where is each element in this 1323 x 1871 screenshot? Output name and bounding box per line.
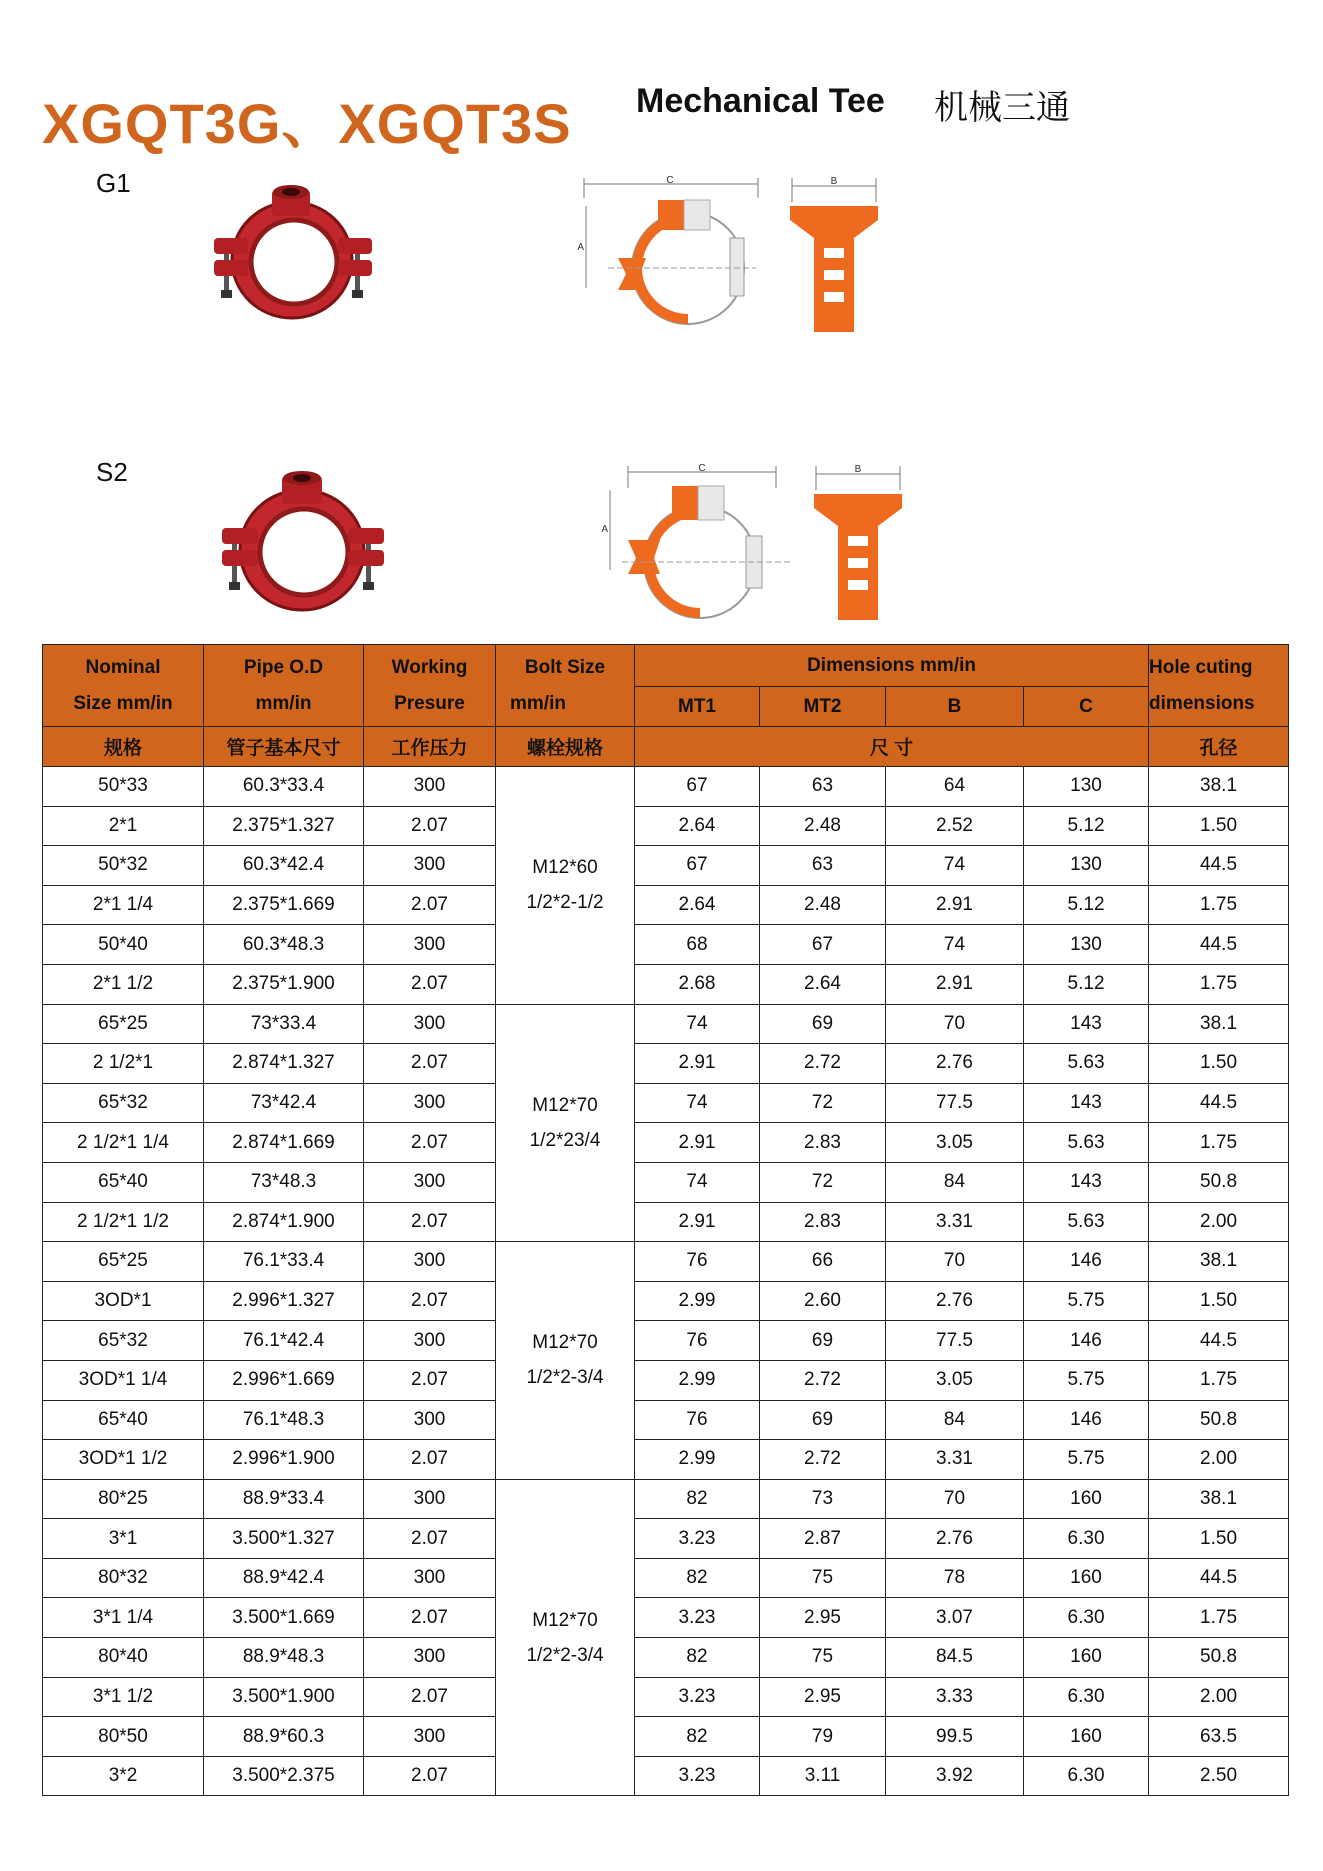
cell-c: 143 <box>1024 1162 1149 1202</box>
cell-nominal-size: 50*33 <box>43 767 204 807</box>
cell-nominal-size: 2 1/2*1 1/2 <box>43 1202 204 1242</box>
cell-hole-diameter: 2.50 <box>1149 1756 1289 1796</box>
header-cn-bolt: 螺栓规格 <box>496 727 635 767</box>
cell-working-pressure: 2.07 <box>364 1123 496 1163</box>
header-pipe-od: Pipe O.D mm/in <box>204 645 364 727</box>
cell-b: 70 <box>886 1479 1024 1519</box>
cell-b: 64 <box>886 767 1024 807</box>
cell-nominal-size: 65*32 <box>43 1321 204 1361</box>
table-row <box>43 1083 1289 1123</box>
cell-pipe-od: 88.9*42.4 <box>204 1558 364 1598</box>
cell-working-pressure: 300 <box>364 1717 496 1757</box>
cell-c: 130 <box>1024 846 1149 886</box>
bolt-size-line: M12*60 <box>532 857 598 879</box>
cell-hole-diameter: 63.5 <box>1149 1717 1289 1757</box>
cell-mt2: 69 <box>760 1004 886 1044</box>
cell-working-pressure: 2.07 <box>364 806 496 846</box>
cell-hole-diameter: 50.8 <box>1149 1162 1289 1202</box>
dim-label-c: C <box>666 175 674 186</box>
cell-b: 2.76 <box>886 1519 1024 1559</box>
cell-mt2: 2.72 <box>760 1440 886 1480</box>
cell-mt2: 75 <box>760 1638 886 1678</box>
header-cn-dimensions: 尺 寸 <box>635 727 1149 767</box>
cell-mt2: 2.95 <box>760 1677 886 1717</box>
cell-mt1: 2.91 <box>635 1123 760 1163</box>
cell-mt2: 2.48 <box>760 806 886 846</box>
cell-pipe-od: 2.996*1.327 <box>204 1281 364 1321</box>
cell-working-pressure: 300 <box>364 767 496 807</box>
table-row <box>43 1400 1289 1440</box>
cell-mt2: 66 <box>760 1242 886 1282</box>
table-row <box>43 1281 1289 1321</box>
dim-label-a: A <box>601 524 608 535</box>
header-mt1: MT1 <box>635 687 760 727</box>
cell-hole-diameter: 1.50 <box>1149 1519 1289 1559</box>
dim-label-a: A <box>577 242 584 253</box>
cell-pipe-od: 76.1*48.3 <box>204 1400 364 1440</box>
header-cn-size: 规格 <box>43 727 204 767</box>
table-row <box>43 1638 1289 1678</box>
cell-c: 146 <box>1024 1400 1149 1440</box>
cell-c: 6.30 <box>1024 1519 1149 1559</box>
cell-mt2: 2.83 <box>760 1123 886 1163</box>
cell-nominal-size: 50*40 <box>43 925 204 965</box>
cell-mt2: 2.87 <box>760 1519 886 1559</box>
cell-b: 3.92 <box>886 1756 1024 1796</box>
cell-mt2: 2.95 <box>760 1598 886 1638</box>
cell-b: 70 <box>886 1242 1024 1282</box>
cell-c: 160 <box>1024 1558 1149 1598</box>
cell-mt2: 2.60 <box>760 1281 886 1321</box>
cell-pipe-od: 73*48.3 <box>204 1162 364 1202</box>
cell-nominal-size: 2 1/2*1 1/4 <box>43 1123 204 1163</box>
cell-c: 160 <box>1024 1479 1149 1519</box>
cell-nominal-size: 65*32 <box>43 1083 204 1123</box>
cell-mt1: 2.91 <box>635 1202 760 1242</box>
dimension-drawing-front-g1 <box>577 175 768 338</box>
header-nominal-size: Nominal Size mm/in <box>43 645 204 727</box>
cell-b: 3.31 <box>886 1440 1024 1480</box>
cell-mt1: 82 <box>635 1638 760 1678</box>
cell-nominal-size: 2*1 1/2 <box>43 964 204 1004</box>
cell-pipe-od: 2.874*1.669 <box>204 1123 364 1163</box>
cell-mt1: 82 <box>635 1479 760 1519</box>
cell-c: 143 <box>1024 1004 1149 1044</box>
cell-c: 6.30 <box>1024 1598 1149 1638</box>
dim-label-b: B <box>830 176 838 187</box>
cell-nominal-size: 3OD*1 1/2 <box>43 1440 204 1480</box>
cell-b: 3.07 <box>886 1598 1024 1638</box>
cell-b: 3.33 <box>886 1677 1024 1717</box>
cell-c: 5.75 <box>1024 1281 1149 1321</box>
table-row <box>43 1479 1289 1519</box>
spec-table <box>42 644 1289 1796</box>
cell-nominal-size: 65*25 <box>43 1242 204 1282</box>
cell-c: 143 <box>1024 1083 1149 1123</box>
cell-mt2: 3.11 <box>760 1756 886 1796</box>
cell-hole-diameter: 44.5 <box>1149 846 1289 886</box>
cell-pipe-od: 3.500*1.900 <box>204 1677 364 1717</box>
cell-c: 6.30 <box>1024 1677 1149 1717</box>
cell-pipe-od: 88.9*48.3 <box>204 1638 364 1678</box>
cell-hole-diameter: 44.5 <box>1149 925 1289 965</box>
cell-hole-diameter: 1.75 <box>1149 1360 1289 1400</box>
cell-c: 146 <box>1024 1242 1149 1282</box>
cell-pipe-od: 2.375*1.327 <box>204 806 364 846</box>
header-cn-hole: 孔径 <box>1149 727 1289 767</box>
cell-hole-diameter: 1.50 <box>1149 1281 1289 1321</box>
cell-hole-diameter: 50.8 <box>1149 1400 1289 1440</box>
cell-nominal-size: 50*32 <box>43 846 204 886</box>
cell-working-pressure: 300 <box>364 1558 496 1598</box>
cell-working-pressure: 2.07 <box>364 1519 496 1559</box>
cell-working-pressure: 2.07 <box>364 1756 496 1796</box>
cell-b: 84 <box>886 1400 1024 1440</box>
product-name-en: Mechanical Tee <box>636 82 885 120</box>
cell-mt1: 76 <box>635 1400 760 1440</box>
cell-working-pressure: 2.07 <box>364 1677 496 1717</box>
cell-c: 146 <box>1024 1321 1149 1361</box>
cell-mt2: 2.83 <box>760 1202 886 1242</box>
cell-c: 160 <box>1024 1638 1149 1678</box>
cell-c: 130 <box>1024 925 1149 965</box>
table-row <box>43 1162 1289 1202</box>
cell-working-pressure: 300 <box>364 925 496 965</box>
header-cn-pipe: 管子基本尺寸 <box>204 727 364 767</box>
cell-b: 3.05 <box>886 1123 1024 1163</box>
cell-hole-diameter: 2.00 <box>1149 1202 1289 1242</box>
cell-b: 84 <box>886 1162 1024 1202</box>
cell-hole-diameter: 1.75 <box>1149 885 1289 925</box>
cell-mt1: 2.91 <box>635 1044 760 1084</box>
cell-nominal-size: 2*1 1/4 <box>43 885 204 925</box>
cell-b: 2.91 <box>886 964 1024 1004</box>
cell-bolt-size <box>496 1242 635 1480</box>
cell-c: 5.63 <box>1024 1202 1149 1242</box>
cell-mt1: 3.23 <box>635 1756 760 1796</box>
cell-c: 160 <box>1024 1717 1149 1757</box>
cell-hole-diameter: 2.00 <box>1149 1677 1289 1717</box>
cell-mt2: 63 <box>760 846 886 886</box>
cell-nominal-size: 65*25 <box>43 1004 204 1044</box>
header-bolt-size: Bolt Size mm/in <box>496 645 635 727</box>
cell-mt1: 82 <box>635 1558 760 1598</box>
cell-nominal-size: 3*1 1/2 <box>43 1677 204 1717</box>
cell-working-pressure: 300 <box>364 1162 496 1202</box>
cell-nominal-size: 80*32 <box>43 1558 204 1598</box>
cell-hole-diameter: 44.5 <box>1149 1083 1289 1123</box>
cell-mt1: 67 <box>635 767 760 807</box>
cell-mt2: 2.72 <box>760 1360 886 1400</box>
dim-label-b: B <box>854 464 862 475</box>
cell-mt1: 76 <box>635 1242 760 1282</box>
table-row <box>43 1321 1289 1361</box>
cell-mt1: 82 <box>635 1717 760 1757</box>
cell-nominal-size: 3OD*1 <box>43 1281 204 1321</box>
cell-hole-diameter: 44.5 <box>1149 1321 1289 1361</box>
cell-mt1: 74 <box>635 1083 760 1123</box>
table-row <box>43 1242 1289 1282</box>
cell-working-pressure: 300 <box>364 1400 496 1440</box>
dimension-drawing-side-s2 <box>808 466 908 626</box>
cell-b: 74 <box>886 846 1024 886</box>
cell-b: 77.5 <box>886 1083 1024 1123</box>
cell-mt1: 2.99 <box>635 1440 760 1480</box>
cell-working-pressure: 300 <box>364 1321 496 1361</box>
cell-mt1: 74 <box>635 1004 760 1044</box>
cell-pipe-od: 60.3*42.4 <box>204 846 364 886</box>
cell-b: 2.91 <box>886 885 1024 925</box>
header-dimensions: Dimensions mm/in <box>635 645 1149 687</box>
cell-working-pressure: 2.07 <box>364 885 496 925</box>
cell-mt2: 2.64 <box>760 964 886 1004</box>
cell-b: 84.5 <box>886 1638 1024 1678</box>
cell-nominal-size: 3OD*1 1/4 <box>43 1360 204 1400</box>
variant-label-s2: S2 <box>96 457 128 487</box>
cell-b: 3.05 <box>886 1360 1024 1400</box>
spec-table-body <box>43 767 1289 1796</box>
cell-nominal-size: 80*40 <box>43 1638 204 1678</box>
table-row <box>43 1519 1289 1559</box>
cell-mt1: 2.99 <box>635 1281 760 1321</box>
cell-nominal-size: 65*40 <box>43 1162 204 1202</box>
cell-hole-diameter: 1.75 <box>1149 1123 1289 1163</box>
cell-pipe-od: 60.3*48.3 <box>204 925 364 965</box>
bolt-size-line: 1/2*2-3/4 <box>526 1367 604 1389</box>
cell-working-pressure: 300 <box>364 1479 496 1519</box>
cell-pipe-od: 73*42.4 <box>204 1083 364 1123</box>
cell-b: 78 <box>886 1558 1024 1598</box>
table-row <box>43 767 1289 807</box>
cell-working-pressure: 2.07 <box>364 964 496 1004</box>
bolt-size-line: 1/2*2-3/4 <box>526 1644 604 1666</box>
cell-hole-diameter: 1.75 <box>1149 1598 1289 1638</box>
cell-pipe-od: 3.500*1.669 <box>204 1598 364 1638</box>
table-row <box>43 1360 1289 1400</box>
cell-mt2: 67 <box>760 925 886 965</box>
cell-c: 6.30 <box>1024 1756 1149 1796</box>
cell-c: 5.63 <box>1024 1044 1149 1084</box>
cell-working-pressure: 2.07 <box>364 1360 496 1400</box>
cell-nominal-size: 3*1 <box>43 1519 204 1559</box>
table-row <box>43 885 1289 925</box>
cell-working-pressure: 300 <box>364 1004 496 1044</box>
cell-b: 3.31 <box>886 1202 1024 1242</box>
cell-pipe-od: 2.375*1.669 <box>204 885 364 925</box>
cell-bolt-size <box>496 1479 635 1796</box>
cell-nominal-size: 3*1 1/4 <box>43 1598 204 1638</box>
bolt-size-line: M12*70 <box>532 1332 598 1354</box>
cell-pipe-od: 3.500*1.327 <box>204 1519 364 1559</box>
table-row <box>43 846 1289 886</box>
cell-b: 2.76 <box>886 1281 1024 1321</box>
product-photo-g1 <box>210 180 380 330</box>
cell-nominal-size: 80*50 <box>43 1717 204 1757</box>
cell-working-pressure: 2.07 <box>364 1281 496 1321</box>
cell-hole-diameter: 1.50 <box>1149 806 1289 846</box>
cell-b: 2.76 <box>886 1044 1024 1084</box>
cell-pipe-od: 2.996*1.669 <box>204 1360 364 1400</box>
dimension-drawing-front-s2 <box>601 463 802 626</box>
cell-b: 77.5 <box>886 1321 1024 1361</box>
cell-mt2: 63 <box>760 767 886 807</box>
cell-mt2: 2.72 <box>760 1044 886 1084</box>
table-row <box>43 1440 1289 1480</box>
product-name-cn: 机械三通 <box>934 89 1070 127</box>
cell-mt1: 2.68 <box>635 964 760 1004</box>
cell-pipe-od: 76.1*42.4 <box>204 1321 364 1361</box>
cell-mt2: 69 <box>760 1400 886 1440</box>
header-c: C <box>1024 687 1149 727</box>
cell-mt2: 72 <box>760 1162 886 1202</box>
cell-pipe-od: 2.874*1.900 <box>204 1202 364 1242</box>
header-mt2: MT2 <box>760 687 886 727</box>
table-row <box>43 1558 1289 1598</box>
cell-mt1: 3.23 <box>635 1519 760 1559</box>
header-b: B <box>886 687 1024 727</box>
cell-c: 5.75 <box>1024 1440 1149 1480</box>
cell-hole-diameter: 2.00 <box>1149 1440 1289 1480</box>
cell-hole-diameter: 38.1 <box>1149 1004 1289 1044</box>
cell-hole-diameter: 1.50 <box>1149 1044 1289 1084</box>
cell-bolt-size <box>496 767 635 1005</box>
cell-mt1: 3.23 <box>635 1677 760 1717</box>
cell-mt1: 2.64 <box>635 885 760 925</box>
cell-c: 5.75 <box>1024 1360 1149 1400</box>
product-photo-s2 <box>218 468 388 618</box>
cell-mt2: 73 <box>760 1479 886 1519</box>
header-cn-pressure: 工作压力 <box>364 727 496 767</box>
dim-label-c: C <box>698 463 706 474</box>
cell-pipe-od: 2.874*1.327 <box>204 1044 364 1084</box>
cell-mt1: 3.23 <box>635 1598 760 1638</box>
bolt-size-line: 1/2*2-1/2 <box>526 892 604 914</box>
header-working-pressure: Working Presure <box>364 645 496 727</box>
cell-pipe-od: 88.9*60.3 <box>204 1717 364 1757</box>
cell-hole-diameter: 38.1 <box>1149 1242 1289 1282</box>
cell-nominal-size: 2*1 <box>43 806 204 846</box>
cell-working-pressure: 2.07 <box>364 1440 496 1480</box>
cell-hole-diameter: 44.5 <box>1149 1558 1289 1598</box>
cell-working-pressure: 300 <box>364 1242 496 1282</box>
cell-mt1: 68 <box>635 925 760 965</box>
cell-mt2: 69 <box>760 1321 886 1361</box>
cell-mt1: 67 <box>635 846 760 886</box>
cell-nominal-size: 80*25 <box>43 1479 204 1519</box>
table-row <box>43 925 1289 965</box>
cell-c: 130 <box>1024 767 1149 807</box>
cell-hole-diameter: 50.8 <box>1149 1638 1289 1678</box>
cell-pipe-od: 3.500*2.375 <box>204 1756 364 1796</box>
table-row <box>43 1756 1289 1796</box>
table-row <box>43 1717 1289 1757</box>
table-row <box>43 1677 1289 1717</box>
cell-pipe-od: 60.3*33.4 <box>204 767 364 807</box>
bolt-size-line: M12*70 <box>532 1609 598 1631</box>
cell-working-pressure: 300 <box>364 1083 496 1123</box>
cell-nominal-size: 2 1/2*1 <box>43 1044 204 1084</box>
table-row <box>43 1044 1289 1084</box>
cell-pipe-od: 2.996*1.900 <box>204 1440 364 1480</box>
table-row <box>43 1123 1289 1163</box>
cell-mt1: 76 <box>635 1321 760 1361</box>
cell-working-pressure: 2.07 <box>364 1202 496 1242</box>
cell-b: 99.5 <box>886 1717 1024 1757</box>
cell-c: 5.12 <box>1024 964 1149 1004</box>
cell-working-pressure: 300 <box>364 1638 496 1678</box>
cell-b: 70 <box>886 1004 1024 1044</box>
cell-nominal-size: 65*40 <box>43 1400 204 1440</box>
cell-hole-diameter: 38.1 <box>1149 1479 1289 1519</box>
table-row <box>43 1004 1289 1044</box>
cell-c: 5.63 <box>1024 1123 1149 1163</box>
cell-b: 74 <box>886 925 1024 965</box>
cell-c: 5.12 <box>1024 885 1149 925</box>
cell-mt1: 2.99 <box>635 1360 760 1400</box>
cell-mt2: 75 <box>760 1558 886 1598</box>
cell-mt1: 74 <box>635 1162 760 1202</box>
cell-mt2: 79 <box>760 1717 886 1757</box>
cell-working-pressure: 300 <box>364 846 496 886</box>
table-row <box>43 1598 1289 1638</box>
cell-mt2: 72 <box>760 1083 886 1123</box>
cell-pipe-od: 88.9*33.4 <box>204 1479 364 1519</box>
cell-mt2: 2.48 <box>760 885 886 925</box>
table-row <box>43 806 1289 846</box>
cell-b: 2.52 <box>886 806 1024 846</box>
product-model-title: XGQT3G、XGQT3S <box>42 92 572 155</box>
header-hole-cutting: Hole cuting dimensions <box>1149 645 1289 727</box>
cell-working-pressure: 2.07 <box>364 1044 496 1084</box>
table-row <box>43 964 1289 1004</box>
cell-hole-diameter: 1.75 <box>1149 964 1289 1004</box>
dimension-drawing-side-g1 <box>784 178 884 338</box>
cell-mt1: 2.64 <box>635 806 760 846</box>
table-row <box>43 1202 1289 1242</box>
variant-label-g1: G1 <box>96 168 131 198</box>
cell-pipe-od: 2.375*1.900 <box>204 964 364 1004</box>
cell-pipe-od: 76.1*33.4 <box>204 1242 364 1282</box>
cell-bolt-size <box>496 1004 635 1242</box>
cell-working-pressure: 2.07 <box>364 1598 496 1638</box>
bolt-size-line: 1/2*23/4 <box>529 1129 601 1151</box>
cell-c: 5.12 <box>1024 806 1149 846</box>
cell-nominal-size: 3*2 <box>43 1756 204 1796</box>
cell-pipe-od: 73*33.4 <box>204 1004 364 1044</box>
bolt-size-line: M12*70 <box>532 1094 598 1116</box>
cell-hole-diameter: 38.1 <box>1149 767 1289 807</box>
